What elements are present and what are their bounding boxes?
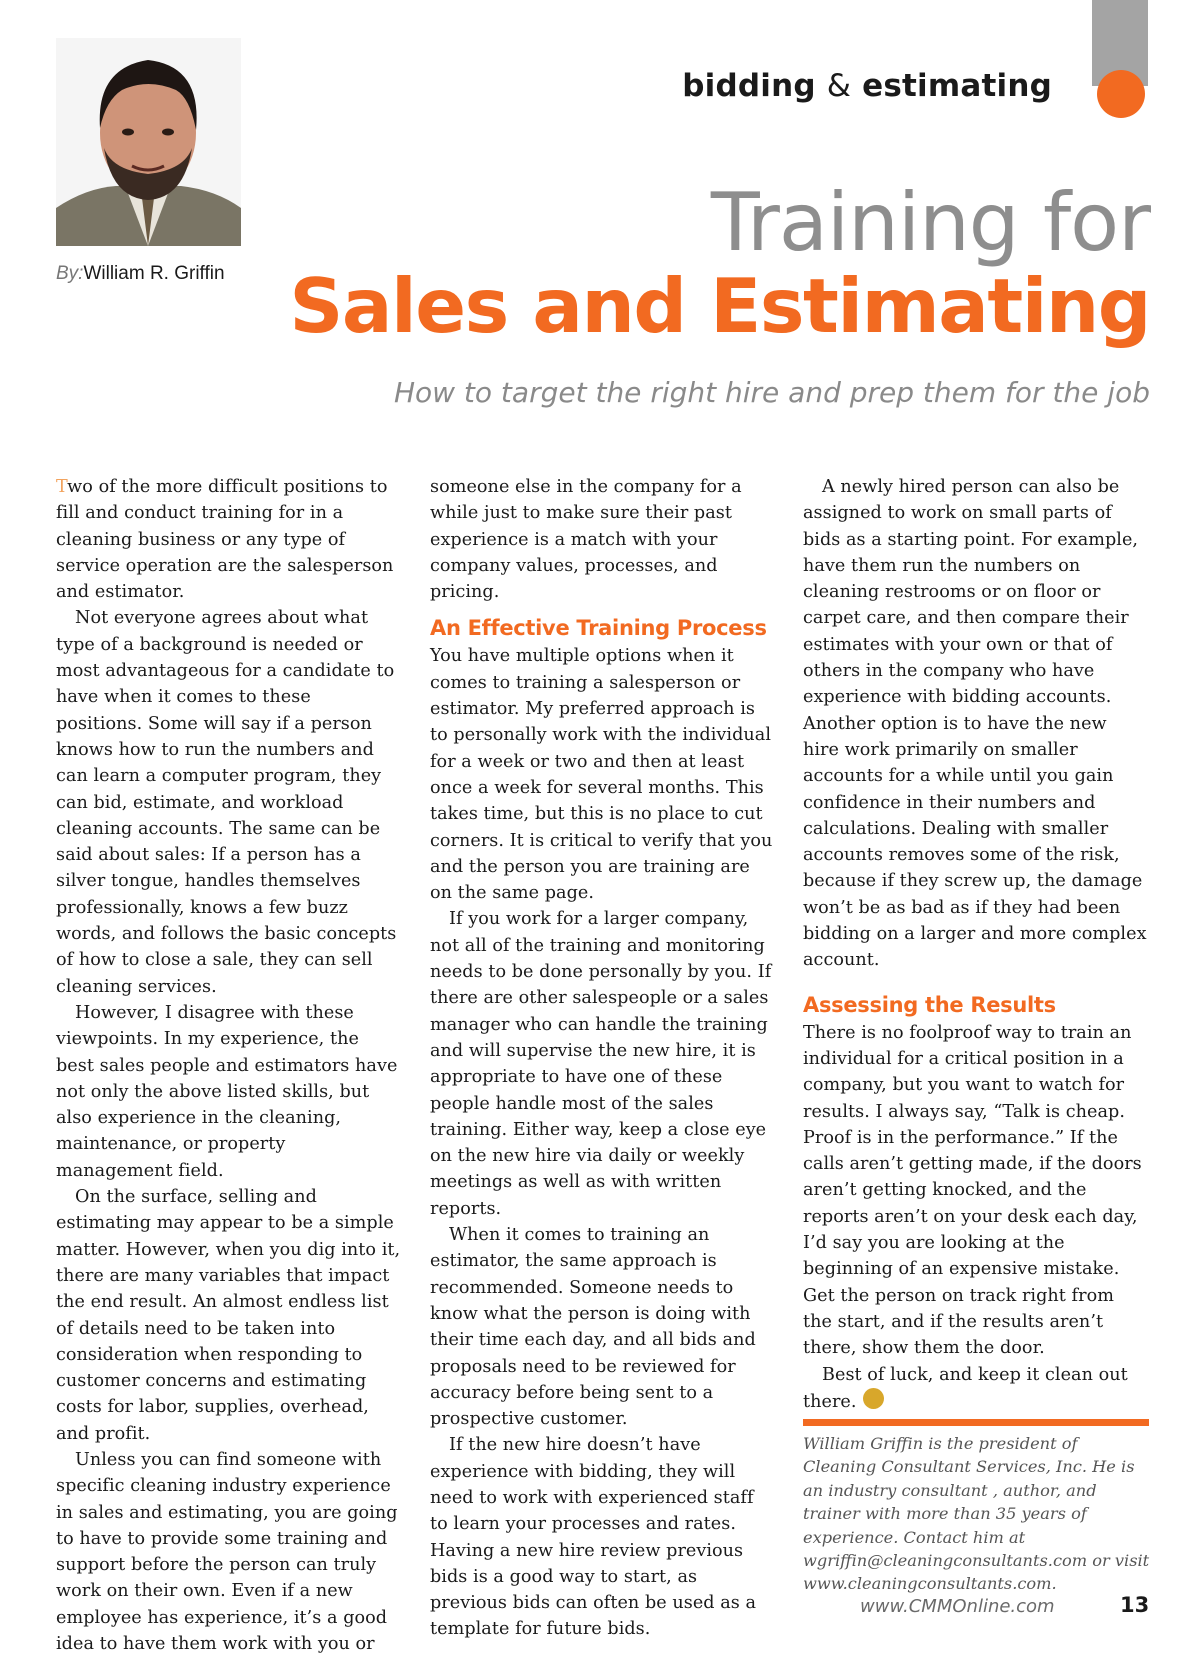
title-line-2: Sales and Estimating (289, 262, 1150, 350)
author-portrait (56, 38, 241, 246)
paragraph: However, I disagree with these viewpoints. In my experience, the best sales people and estimators have not only the above listed skills, but also experience in the cleaning, maintenance, or property management field. (56, 1002, 398, 1181)
paragraph: On the surface, selling and estimating may appear to be a simple matter. However, when you dig into it, there are many variables that impact the end result. An almost endless list of details need to be taken into consideration when responding to customer concerns and estimating costs for labor, supplies, overhead, and profit. (56, 1187, 401, 1444)
section-ampersand: & (826, 68, 852, 104)
author-portrait-illustration (56, 38, 241, 246)
author-bio: William Griffin is the president of Cleaning Consultant Services, Inc. He is an industry consultant , author, and trainer with more than 35 years of experience. Contact him at wgriffin@cleaningconsultants.com or visit www.cleaningconsultants.com. (803, 1434, 1150, 1594)
section-label (600, 68, 1052, 104)
subtitle: How to target the right hire and prep them for the job (393, 376, 1150, 409)
paragraph: If you work for a larger company, not all of the training and monitoring needs to be done personally by you. If there are other salespeople or a sales manager who can handle the training and will supervise the new hire, it is appropriate to have one of these people handle most of the sales training. Either way, keep a close eye on the new hire via daily or weekly meetings as well as with written reports. (430, 909, 772, 1219)
section-word-estimating: estimating (862, 68, 1052, 104)
byline-author: William R. Griffin (83, 263, 225, 284)
byline (56, 263, 225, 285)
title-line-1: Training for (710, 176, 1150, 269)
bio-divider (803, 1419, 1149, 1426)
paragraph: You have multiple options when it comes to training a salesperson or estimator. My preferred approach is to personally work with the individual for a week or two and then at least once a week for several months. This takes time, but this is no place to cut corners. It is critical to verify that you and the person you are training are on the same page. (430, 646, 773, 904)
smiley-icon (863, 1388, 884, 1409)
paragraph (56, 474, 401, 605)
page-number: 13 (1120, 1593, 1150, 1617)
paragraph: There is no foolproof way to train an individual for a critical position in a company, but you want to watch for results. I always say, “Talk is cheap. Proof is in the performance.” If the calls aren’t getting made, if the doors aren’t getting knocked, and the reports aren’t on your desk each day, I’d say you are looking at the beginning of an expensive mistake. Get the person on track right from the start, and if the results aren’t there, show them the door. (803, 1022, 1142, 1359)
paragraph: A newly hired person can also be assigned to work on small parts of bids as a starting point. For example, have them run the numbers on cleaning restrooms or on floor or carpet care, and then compare their estimates with your own or that of others in the company who have experience with bidding accounts. Another option is to have the new hire work primarily on smaller accounts for a while until you gain confidence in their numbers and calculations. Dealing with smaller accounts removes some of the risk, because if they screw up, the damage won’t be as bad as if they had been bidding on a larger and more complex account. (803, 477, 1147, 971)
article-column-1 (56, 474, 401, 1657)
drop-cap: T (56, 477, 68, 497)
paragraph-text: wo of the more difficult positions to fill and conduct training for in a cleaning business or any type of service operation are the salesperson and estimator. (56, 477, 394, 603)
paragraph: someone else in the company for a while just to make sure their past experience is a match with your company values, processes, and pricing. (430, 477, 742, 603)
subhead-assessing-results: Assessing the Results (803, 992, 1056, 1017)
paragraph: If the new hire doesn’t have experience with bidding, they will need to work with experienced staff to learn your processes and rates. Having a new hire review previous bids is a good way to start, as previous bids can often be used as a template for future bids. (430, 1435, 757, 1640)
subhead-training-process: An Effective Training Process (430, 616, 767, 641)
paragraph-text: Best of luck, and keep it clean out there. (803, 1364, 1128, 1412)
footer-url: www.CMMOnline.com (860, 1596, 1055, 1617)
paragraph (803, 1362, 1148, 1416)
page-tab-dot (1097, 70, 1145, 118)
paragraph: When it comes to training an estimator, the same approach is recommended. Someone needs to know what the person is doing with their time each day, and all bids and proposals need to be reviewed for accuracy before being sent to a prospective customer. (430, 1225, 756, 1430)
article-column-3 (803, 474, 1148, 1415)
paragraph: Unless you can find someone with specific cleaning industry experience in sales and estimating, you are going to have to provide some training and support before the person can truly work on their own. Even if a new employee has experience, it’s a good idea to have them work with you or (56, 1449, 398, 1655)
byline-prefix: By: (56, 263, 84, 284)
article-column-2 (430, 474, 775, 1643)
section-word-bidding: bidding (682, 68, 816, 104)
paragraph: Not everyone agrees about what type of a background is needed or most advantageous for a candidate to have when it comes to these positions. Some will say if a person knows how to run the numbers and can learn a computer program, they can bid, estimate, and workload cleaning accounts. The same can be said about sales: If a person has a silver tongue, handles themselves professionally, knows a few buzz words, and follows the basic concepts of how to close a sale, they can sell cleaning services. (56, 608, 397, 997)
